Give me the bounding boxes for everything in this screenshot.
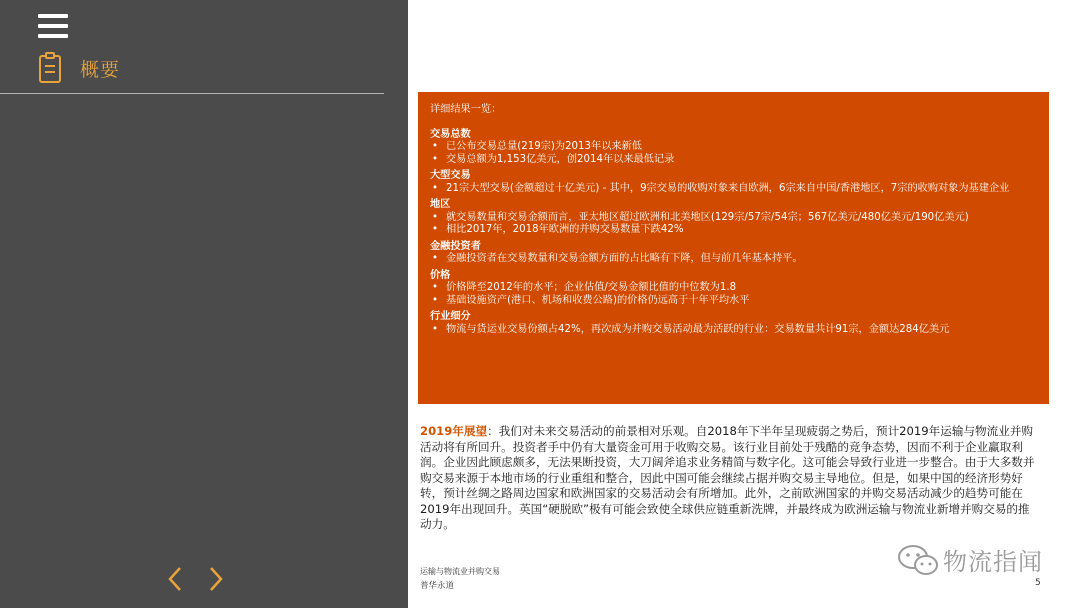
section-title: 行业细分: [430, 311, 471, 322]
results-box: [418, 92, 1049, 404]
section-title: 地区: [430, 199, 451, 210]
footer-subtitle: 运输与物流业并购交易: [420, 567, 500, 576]
wechat-icon: [897, 543, 939, 577]
results-box-title: 详细结果一览：: [430, 104, 502, 115]
section-deal-total: [430, 129, 1039, 167]
chevron-right-icon[interactable]: [206, 565, 226, 593]
section-region: [430, 199, 1039, 237]
bullet-item: • 交易总额为1,153亿美元，创2014年以来最低记录: [430, 154, 1039, 167]
slide-content: [408, 0, 1080, 608]
summary-label: 概要: [80, 58, 121, 81]
section-title: 金融投资者: [430, 240, 481, 252]
bullet-item: • 价格降至2012年的水平；企业估值/交易金额比值的中位数为1.8: [430, 282, 1039, 295]
sidebar-divider: [0, 93, 384, 94]
bullet-item: • 就交易数量和交易金额而言，亚太地区超过欧洲和北美地区(129宗/57宗/54宗；567亿美元/480亿美元/190亿美元): [430, 212, 1039, 225]
bullet-item: • 21宗大型交易(金额超过十亿美元) - 其中，9宗交易的收购对象来自欧洲，6宗来自中国/香港地区，7宗的收购对象为基建企业: [430, 183, 1039, 196]
watermark: [897, 542, 1043, 577]
bullet-item: • 金融投资者在交易数量和交易金额方面的占比略有下降，但与前几年基本持平。: [430, 253, 1039, 266]
section-industry: [430, 311, 1039, 336]
outlook-paragraph: [420, 424, 1038, 533]
section-large-deals: [430, 170, 1039, 195]
hamburger-menu-icon[interactable]: [38, 14, 68, 38]
bullet-item: • 物流与货运业交易份额占42%，再次成为并购交易活动最为活跃的行业：交易数量共计91宗，金额达284亿美元: [430, 324, 1039, 337]
footer-brand: 普华永道: [420, 581, 455, 591]
section-title: 交易总数: [430, 128, 471, 140]
outlook-label: 2019年展望: [420, 424, 488, 438]
clipboard-icon: [38, 52, 62, 84]
outlook-text: ：我们对未来交易活动的前景相对乐观。自2018年下半年呈现疲弱之势后，预计2019年运输与物流业并购活动将有所回升。投资者手中仍有大量资金可用于收购交易。该行业目前处于残酷的竞争态势，因而不利于企业赢取利润。企业因此顾虑颇多，无法果断投资，大刀阔斧追求业务精简与数字化。这可能会导致行业进一步整合。由于大多数并购交易来源于本地市场的行业重组和整合，因此中国可能会继续占据并购交易主导地位。但是，如果中国的经济形势好转，预计丝绸之路周边国家和欧洲国家的交易活动会有所增加。此外，之前欧洲国家的并购交易活动减少的趋势可能在2019年出现回升。英国“硬脱欧”极有可能会致使全球供应链重新洗牌，并最终成为欧洲运输与物流业新增并购交易的推动力。: [420, 424, 1035, 531]
sidebar: [0, 0, 408, 608]
section-price: [430, 270, 1039, 308]
section-title: 大型交易: [430, 170, 471, 181]
bullet-item: • 已公布交易总量(219宗)为2013年以来新低: [430, 141, 1039, 154]
bullet-item: • 基础设施资产(港口、机场和收费公路)的价格仍远高于十年平均水平: [430, 295, 1039, 308]
watermark-text: 物流指闻: [943, 548, 1043, 576]
section-financial-investors: [430, 241, 1039, 266]
page-number: 5: [1035, 578, 1041, 588]
chevron-left-icon[interactable]: [165, 565, 185, 593]
bullet-item: • 相比2017年，2018年欧洲的并购交易数量下跌42%: [430, 224, 1039, 237]
section-title: 价格: [430, 269, 451, 281]
summary-nav-item[interactable]: [38, 52, 120, 84]
